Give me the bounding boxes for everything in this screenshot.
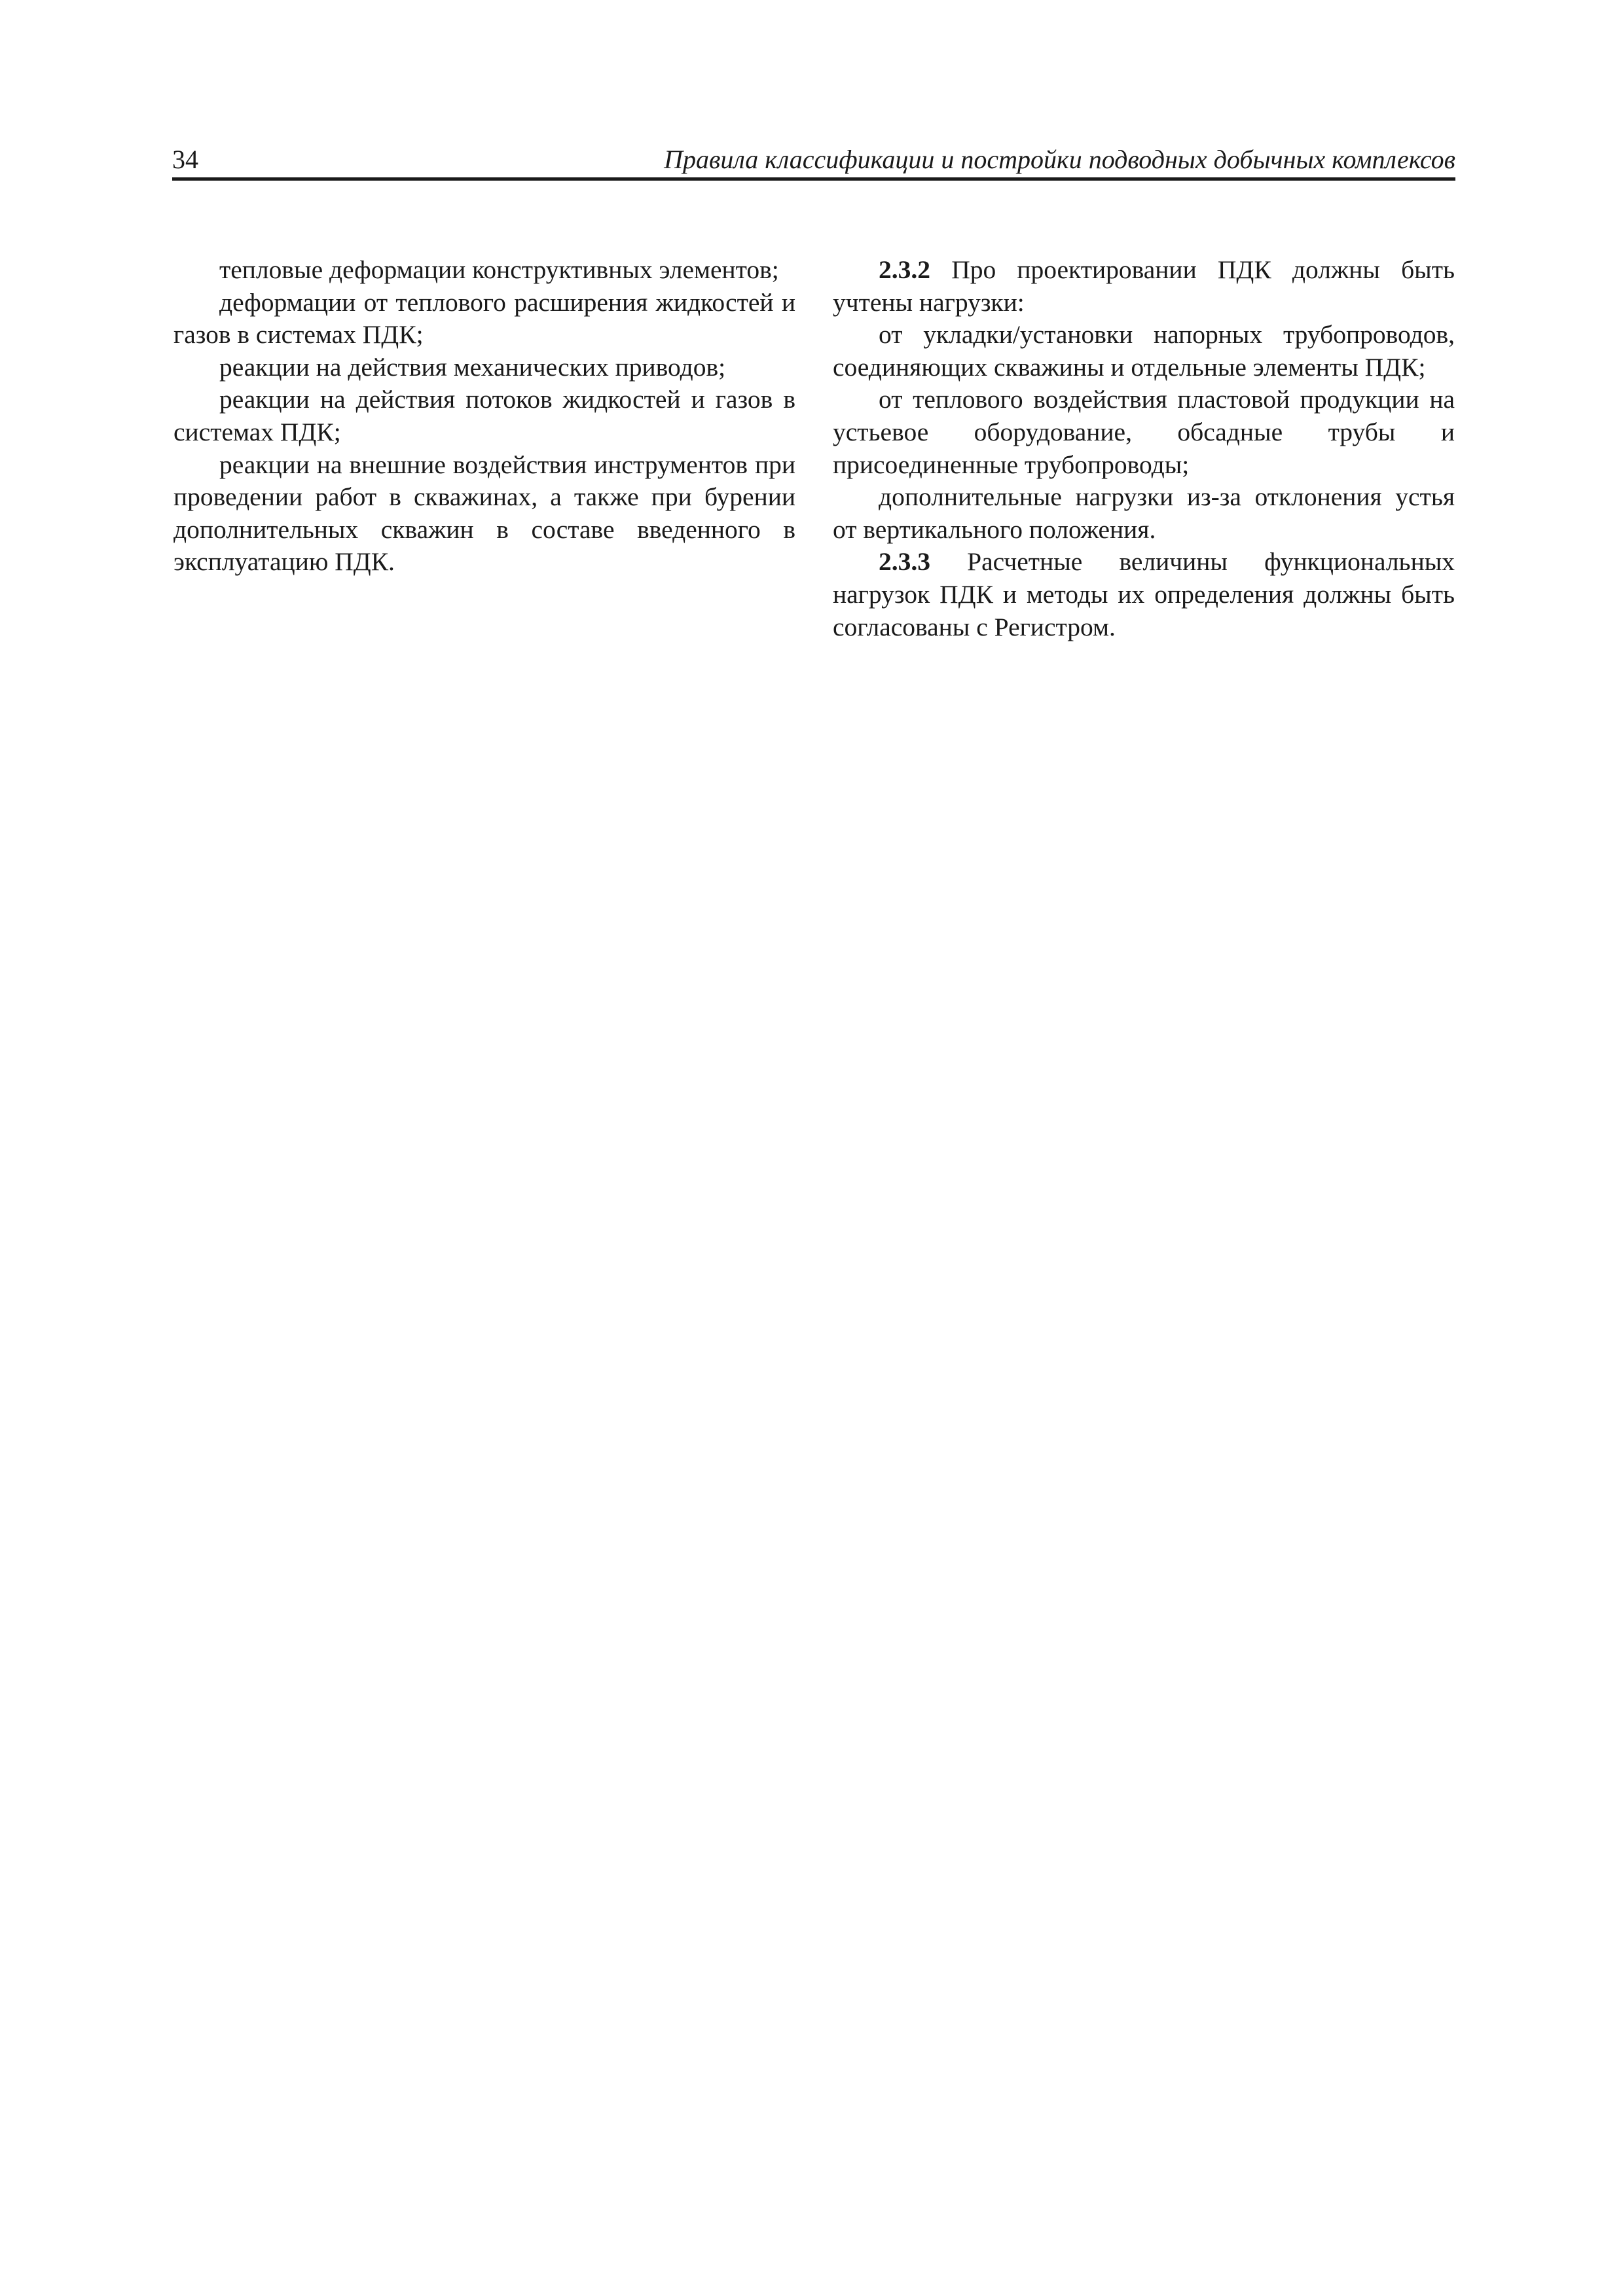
paragraph-external-tools: реакции на внешние воздействия инструментов при проведении работ в скважинах, а также при бурении дополнительных скважин в составе введенного в эксплуатацию ПДК. <box>173 450 795 577</box>
left-column <box>173 254 795 579</box>
header-rule <box>172 177 1455 181</box>
right-column <box>833 254 1455 643</box>
paragraph-thermal-impact: от теплового воздействия пластовой продукции на устьевое оборудование, обсадные трубы и присоединенные трубопроводы; <box>833 385 1455 479</box>
section-2-3-3 <box>833 546 1455 643</box>
section-number: 2.3.2 <box>879 255 930 284</box>
section-2-3-2 <box>833 254 1455 319</box>
paragraph-wellhead-deviation: дополнительные нагрузки из-за отклонения устья от вертикального положения. <box>833 482 1455 544</box>
paragraph-mechanical-drives: реакции на действия механических приводов; <box>219 352 726 382</box>
paragraph-pipeline-laying: от укладки/установки напорных трубопроводов, соединяющих скважины и отдельные элементы ПДК; <box>833 320 1455 382</box>
paragraph-fluid-flows: реакции на действия потоков жидкостей и газов в системах ПДК; <box>173 385 795 446</box>
section-number: 2.3.3 <box>879 547 930 577</box>
paragraph-thermal-expansion: деформации от теплового расширения жидкостей и газов в системах ПДК; <box>173 287 795 350</box>
page-header <box>172 139 1455 181</box>
section-text: Про проектировании ПДК должны быть учтены нагрузки: <box>833 255 1455 317</box>
section-text: Расчетные величины функциональных нагрузок ПДК и методы их определения должны быть согласованы с Регистром. <box>833 547 1455 641</box>
paragraph-thermal-deformations: тепловые деформации конструктивных элементов; <box>219 255 779 284</box>
page-number: 34 <box>172 145 198 174</box>
running-title: Правила классификации и постройки подводных добычных комплексов <box>664 145 1455 174</box>
